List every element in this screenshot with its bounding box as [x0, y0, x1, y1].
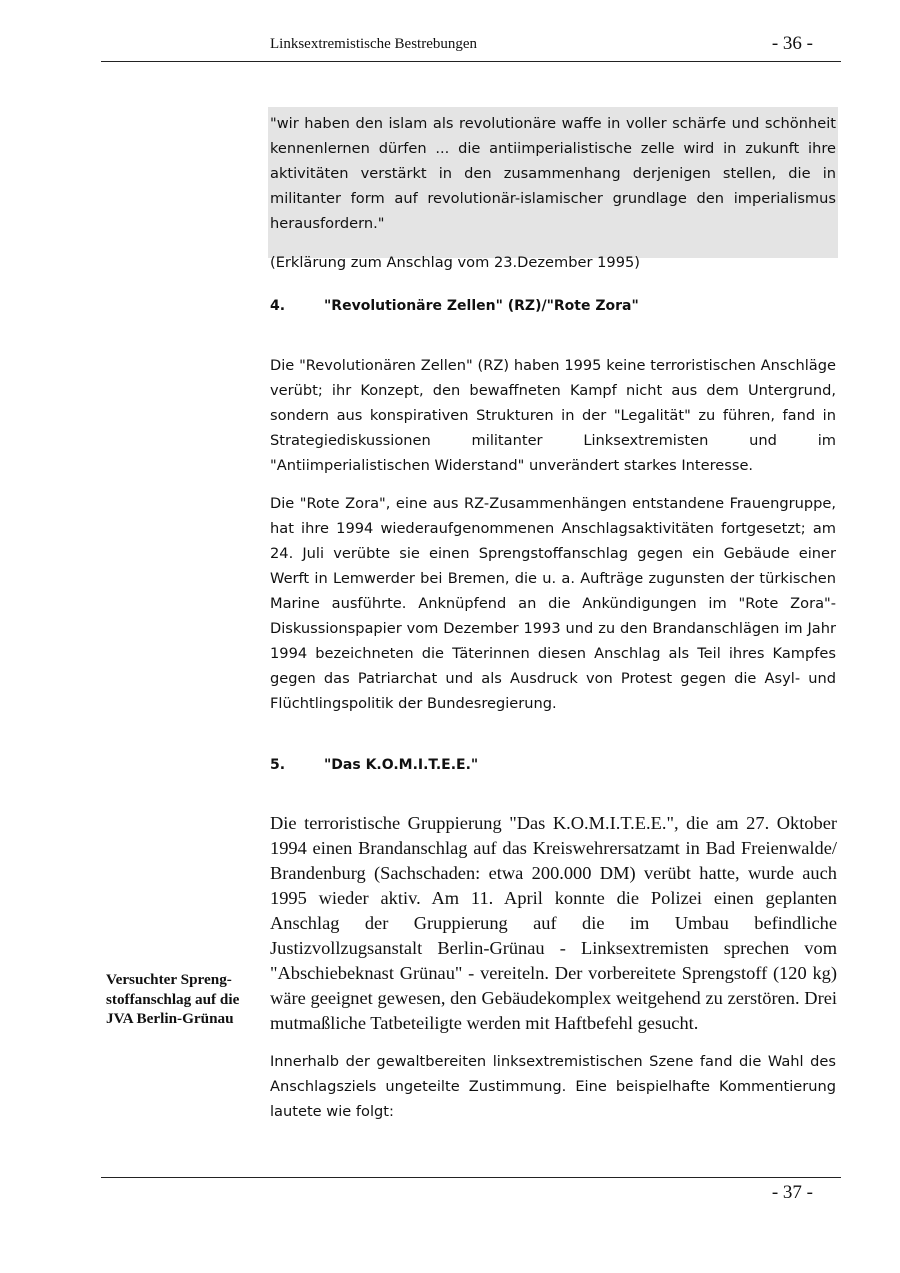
header-page-number: - 36 - [771, 33, 813, 54]
margin-note: Versuchter Spreng- stoffanschlag auf die JVA Berlin-Grünau [106, 971, 240, 1027]
section-5-paragraph-2: Innerhalb der gewaltbereiten linksextremistischen Szene fand die Wahl des Anschlagsziels ungeteilte Zustimmung. Eine beispielhafte Kommentierung lautete wie folgt: [270, 1053, 836, 1120]
quote-source: (Erklärung zum Anschlag vom 23.Dezember 1995) [270, 254, 640, 271]
section-4-heading [270, 298, 639, 314]
section-5-paragraph-1: Die terroristische Gruppierung "Das K.O.M.I.T.E.E.", die am 27. Oktober 1994 einen Brandanschlag auf das Kreiswehrersatzamt in Bad Freienwalde/ Brandenburg (Sachschaden: etwa 200.000 DM) verübt hatte, wurde auch 1995 wieder aktiv. Am 11. April konnte die Polizei einen geplanten Anschlag der Gruppierung auf die im Umbau befindliche Justizvollzugsanstalt Berlin-Grünau - Linksextremisten sprechen vom "Abschiebeknast Grünau" - vereiteln. Der vorbereitete Sprengstoff (120 kg) wäre geeignet gewesen, den Gebäudekomplex weitgehend zu zerstören. Drei mutmaßliche Tatbeteiligte werden mit Haftbefehl gesucht. [270, 813, 837, 1033]
footer-rule [101, 1177, 841, 1178]
footer-page-number: - 37 - [771, 1182, 813, 1203]
quote-box [268, 107, 838, 271]
running-header-title: Linksextremistische Bestrebungen [270, 36, 478, 52]
section-5-number: 5. [270, 757, 286, 773]
section-5-title: "Das K.O.M.I.T.E.E." [324, 757, 479, 773]
quote-text: "wir haben den islam als revolutionäre waffe in voller schärfe und schönheit kennenlernen dürfen ... die antiimperialistische zelle wird in zukunft ihre aktivitäten verstärkt in den zusammenhang derjenigen stellen, die in militanter form auf revolutionär-islamischer grundlage den imperialismus herausfordern." [270, 115, 836, 232]
header-rule [101, 61, 841, 62]
section-5-heading [270, 757, 478, 773]
section-4-title: "Revolutionäre Zellen" (RZ)/"Rote Zora" [324, 298, 639, 314]
section-4-number: 4. [270, 298, 286, 314]
section-4-paragraph-2: Die "Rote Zora", eine aus RZ-Zusammenhängen entstandene Frauengruppe, hat ihre 1994 wiederaufgenommenen Anschlagsaktivitäten fortgesetzt; am 24. Juli verübte sie einen Sprengstoffanschlag gegen ein Gebäude einer Werft in Lemwerder bei Bremen, die u. a. Aufträge zugunsten der türkischen Marine ausführte. Anknüpfend an die Ankündigungen im "Rote Zora"-Diskussionspapier vom Dezember 1993 und zu den Brandanschlägen im Jahr 1994 bezeichneten die Täterinnen diesen Anschlag als Teil ihres Kampfes gegen das Patriarchat und als Ausdruck von Protest gegen die Asyl- und Flüchtlingspolitik der Bundesregierung. [270, 495, 836, 712]
section-4-paragraph-1: Die "Revolutionären Zellen" (RZ) haben 1995 keine terroristischen Anschläge verübt; ihr Konzept, den bewaffneten Kampf nicht aus dem Untergrund, sondern aus konspirativen Strukturen in der "Legalität" zu führen, fand in Strategiediskussionen militanter Linksextremisten und im "Antiimperialistischen Widerstand" unverändert starkes Interesse. [270, 357, 836, 474]
